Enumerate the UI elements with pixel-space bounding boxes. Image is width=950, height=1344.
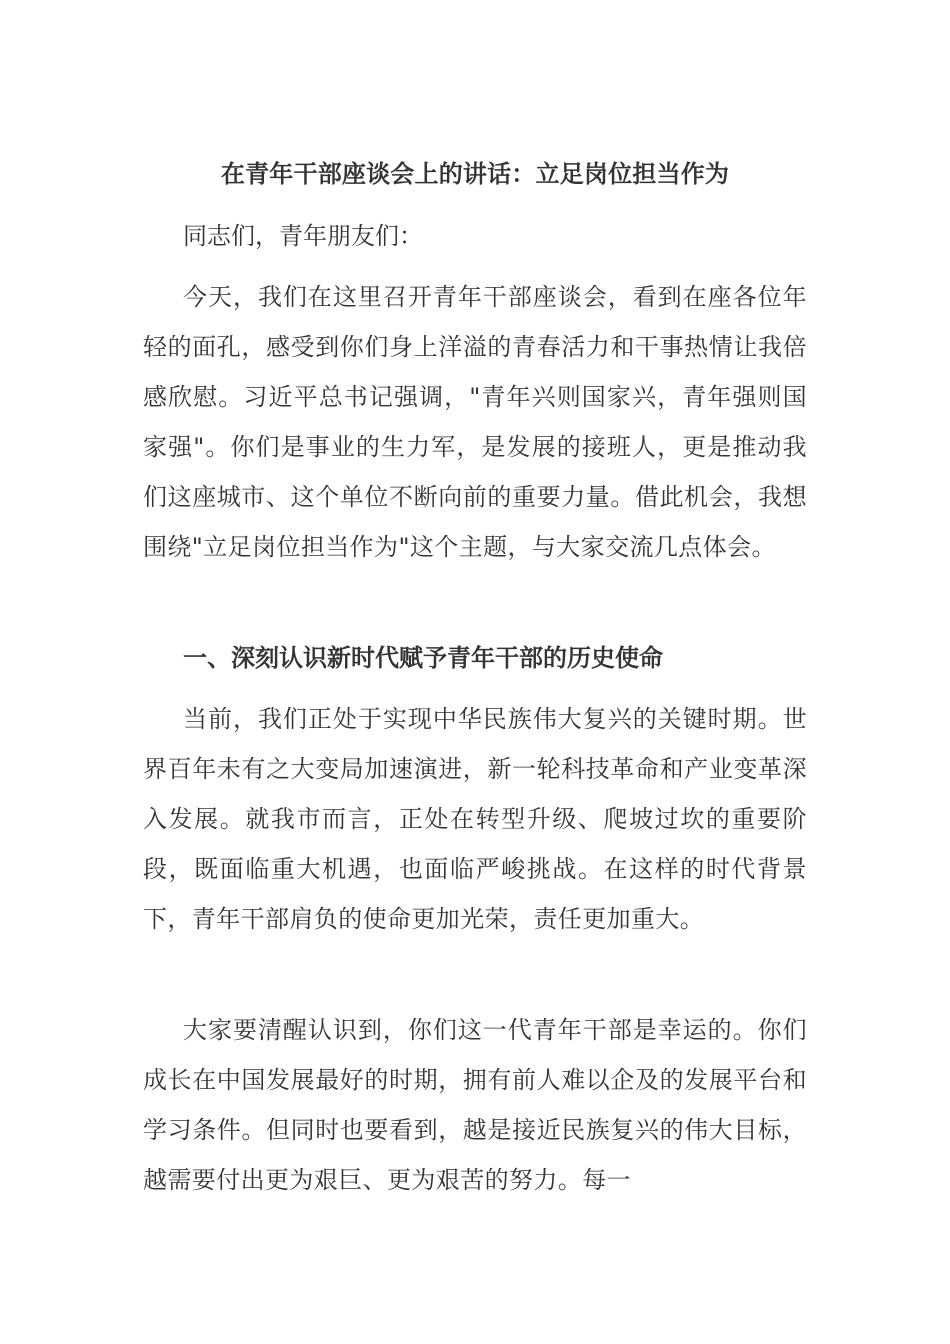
document-title: 在青年干部座谈会上的讲话：立足岗位担当作为 — [220, 160, 730, 188]
paragraph-context: 当前，我们正处于实现中华民族伟大复兴的关键时期。世界百年未有之大变局加速演进，新一轮科技革命和产业变革深入发展。就我市而言，正处在转型升级、爬坡过坎的重要阶段，既面临重大机遇，也面临严峻挑战。在这样的时代背景下，青年干部肩负的使命更加光荣，责任更加重大。 — [143, 705, 807, 933]
paragraph-opening: 今天，我们在这里召开青年干部座谈会，看到在座各位年轻的面孔，感受到你们身上洋溢的青春活力和干事热情让我倍感欣慰。习近平总书记强调，"青年兴则国家兴，青年强则国家强"。你们是事业的生力军，是发展的接班人，更是推动我们这座城市、这个单位不断向前的重要力量。借此机会，我想围绕"立足岗位担当作为"这个主题，与大家交流几点体会。 — [143, 283, 807, 561]
greeting-line: 同志们，青年朋友们： — [183, 222, 423, 250]
paragraph-generation: 大家要清醒认识到，你们这一代青年干部是幸运的。你们成长在中国发展最好的时期，拥有前人难以企及的发展平台和学习条件。但同时也要看到，越是接近民族复兴的伟大目标，越需要付出更为艰巨、更为艰苦的努力。每一 — [143, 1016, 807, 1194]
section-heading: 一、深刻认识新时代赋予青年干部的历史使命 — [183, 644, 663, 672]
